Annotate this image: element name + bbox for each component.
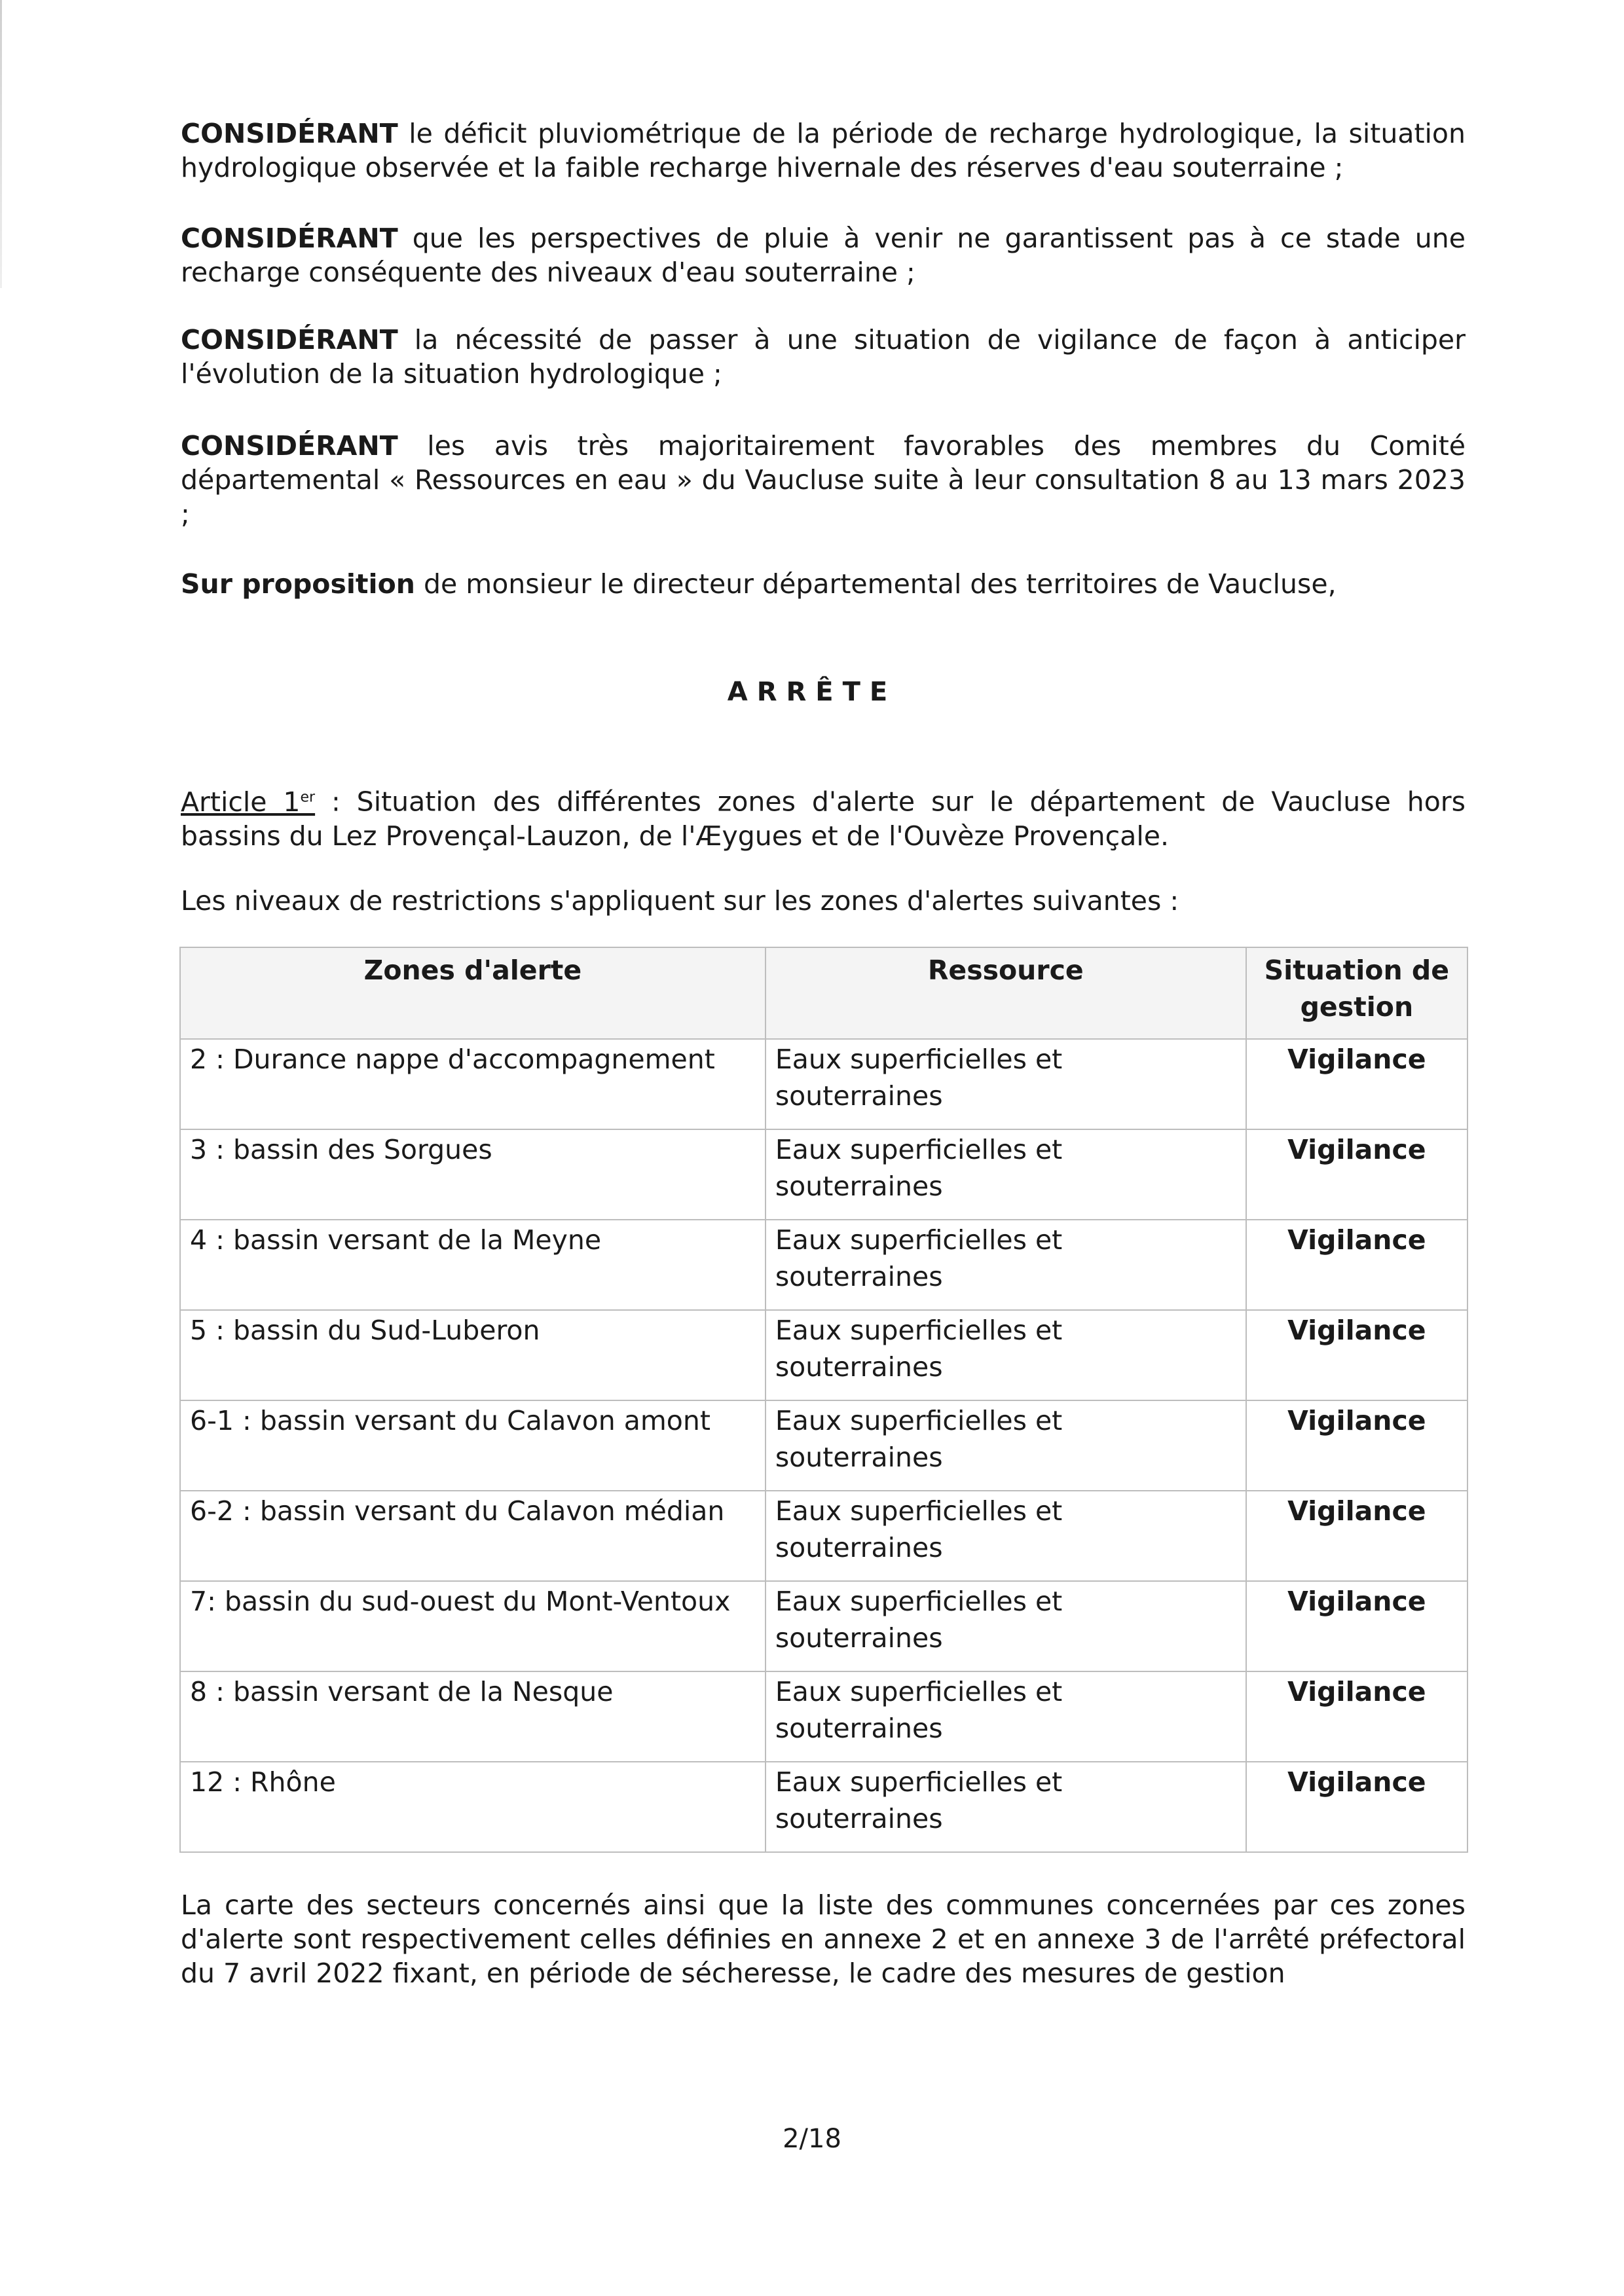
decree-title: ARRÊTE [727, 677, 897, 707]
zone-cell: 6-1 : bassin versant du Calavon amont [180, 1400, 766, 1491]
considerant-1 [181, 117, 1466, 185]
zone-cell: 7: bassin du sud-ouest du Mont-Ventoux [180, 1581, 766, 1671]
considerant-1-text: le déficit pluviométrique de la période de recharge hydrologique, la situation hydrologique observée et la faible recharge hivernale des réserves d'eau souterraine ; [181, 118, 1466, 183]
table-row [180, 1762, 1467, 1852]
ressource-cell: Eaux superficielles et souterraines [766, 1220, 1246, 1310]
considerant-3-lead: CONSIDÉRANT [181, 324, 398, 355]
table-header-row [180, 947, 1467, 1039]
ressource-cell: Eaux superficielles et souterraines [766, 1129, 1246, 1220]
zone-cell: 4 : bassin versant de la Meyne [180, 1220, 766, 1310]
article-1-text: : Situation des différentes zones d'alerte sur le département de Vaucluse hors bassins du Lez Provençal-Lauzon, de l'Æygues et de l'Ouvèze Provençale. [181, 786, 1466, 852]
ressource-cell: Eaux superficielles et souterraines [766, 1762, 1246, 1852]
situation-cell: Vigilance [1246, 1310, 1467, 1400]
page-number: 2/18 [783, 2124, 841, 2154]
ressource-cell: Eaux superficielles et souterraines [766, 1039, 1246, 1129]
header-situation: Situation de gestion [1246, 947, 1467, 1039]
considerant-2-text: que les perspectives de pluie à venir ne garantissent pas à ce stade une recharge conséquente des niveaux d'eau souterraine ; [181, 223, 1466, 288]
article-1-label-sup: er [300, 789, 316, 805]
zone-cell: 12 : Rhône [180, 1762, 766, 1852]
ressource-cell: Eaux superficielles et souterraines [766, 1581, 1246, 1671]
table-row [180, 1491, 1467, 1581]
proposition [181, 567, 1466, 601]
table-row [180, 1581, 1467, 1671]
zone-cell: 5 : bassin du Sud-Luberon [180, 1310, 766, 1400]
table-row [180, 1400, 1467, 1491]
ressource-cell: Eaux superficielles et souterraines [766, 1491, 1246, 1581]
considerant-2 [181, 221, 1466, 289]
considerant-4 [181, 429, 1466, 531]
situation-cell: Vigilance [1246, 1129, 1467, 1220]
table-row [180, 1220, 1467, 1310]
situation-cell: Vigilance [1246, 1039, 1467, 1129]
article-1 [181, 780, 1466, 853]
considerant-2-lead: CONSIDÉRANT [181, 223, 398, 254]
table-body [180, 1039, 1467, 1852]
zone-cell: 8 : bassin versant de la Nesque [180, 1671, 766, 1762]
zone-cell: 3 : bassin des Sorgues [180, 1129, 766, 1220]
considerant-1-lead: CONSIDÉRANT [181, 118, 398, 149]
considerant-3 [181, 323, 1466, 391]
considerant-3-text: la nécessité de passer à une situation de vigilance de façon à anticiper l'évolution de la situation hydrologique ; [181, 324, 1466, 390]
ressource-cell: Eaux superficielles et souterraines [766, 1310, 1246, 1400]
situation-cell: Vigilance [1246, 1671, 1467, 1762]
zone-cell: 2 : Durance nappe d'accompagnement [180, 1039, 766, 1129]
ressource-cell: Eaux superficielles et souterraines [766, 1400, 1246, 1491]
article-1-label [181, 786, 315, 818]
table-row [180, 1039, 1467, 1129]
header-ressource: Ressource [766, 947, 1246, 1039]
proposition-lead: Sur proposition [181, 568, 415, 600]
alert-zones-table [179, 947, 1468, 1853]
zone-cell: 6-2 : bassin versant du Calavon médian [180, 1491, 766, 1581]
situation-cell: Vigilance [1246, 1400, 1467, 1491]
article-1-label-text: Article 1 [181, 786, 301, 818]
table-row [180, 1671, 1467, 1762]
table-row [180, 1129, 1467, 1220]
proposition-text: de monsieur le directeur départemental des territoires de Vaucluse, [415, 568, 1337, 600]
table-header [180, 947, 1467, 1039]
considerant-4-text: les avis très majoritairement favorables des membres du Comité départemental « Ressources en eau » du Vaucluse suite à leur consultation 8 au 13 mars 2023 ; [181, 430, 1466, 530]
situation-cell: Vigilance [1246, 1491, 1467, 1581]
ressource-cell: Eaux superficielles et souterraines [766, 1671, 1246, 1762]
scan-edge-shadow [0, 0, 2, 288]
situation-cell: Vigilance [1246, 1220, 1467, 1310]
restrictions-intro: Les niveaux de restrictions s'appliquent sur les zones d'alertes suivantes : [181, 885, 1179, 917]
situation-cell: Vigilance [1246, 1581, 1467, 1671]
situation-cell: Vigilance [1246, 1762, 1467, 1852]
header-zones: Zones d'alerte [180, 947, 766, 1039]
table-row [180, 1310, 1467, 1400]
closing-paragraph: La carte des secteurs concernés ainsi que la liste des communes concernées par ces zones d'alerte sont respectivement celles définies en annexe 2 et en annexe 3 de l'arrêté préfectoral du 7 avril 2022 fixant, en période de sécheresse, le cadre des mesures de gestion [181, 1889, 1466, 1989]
considerant-4-lead: CONSIDÉRANT [181, 430, 398, 462]
